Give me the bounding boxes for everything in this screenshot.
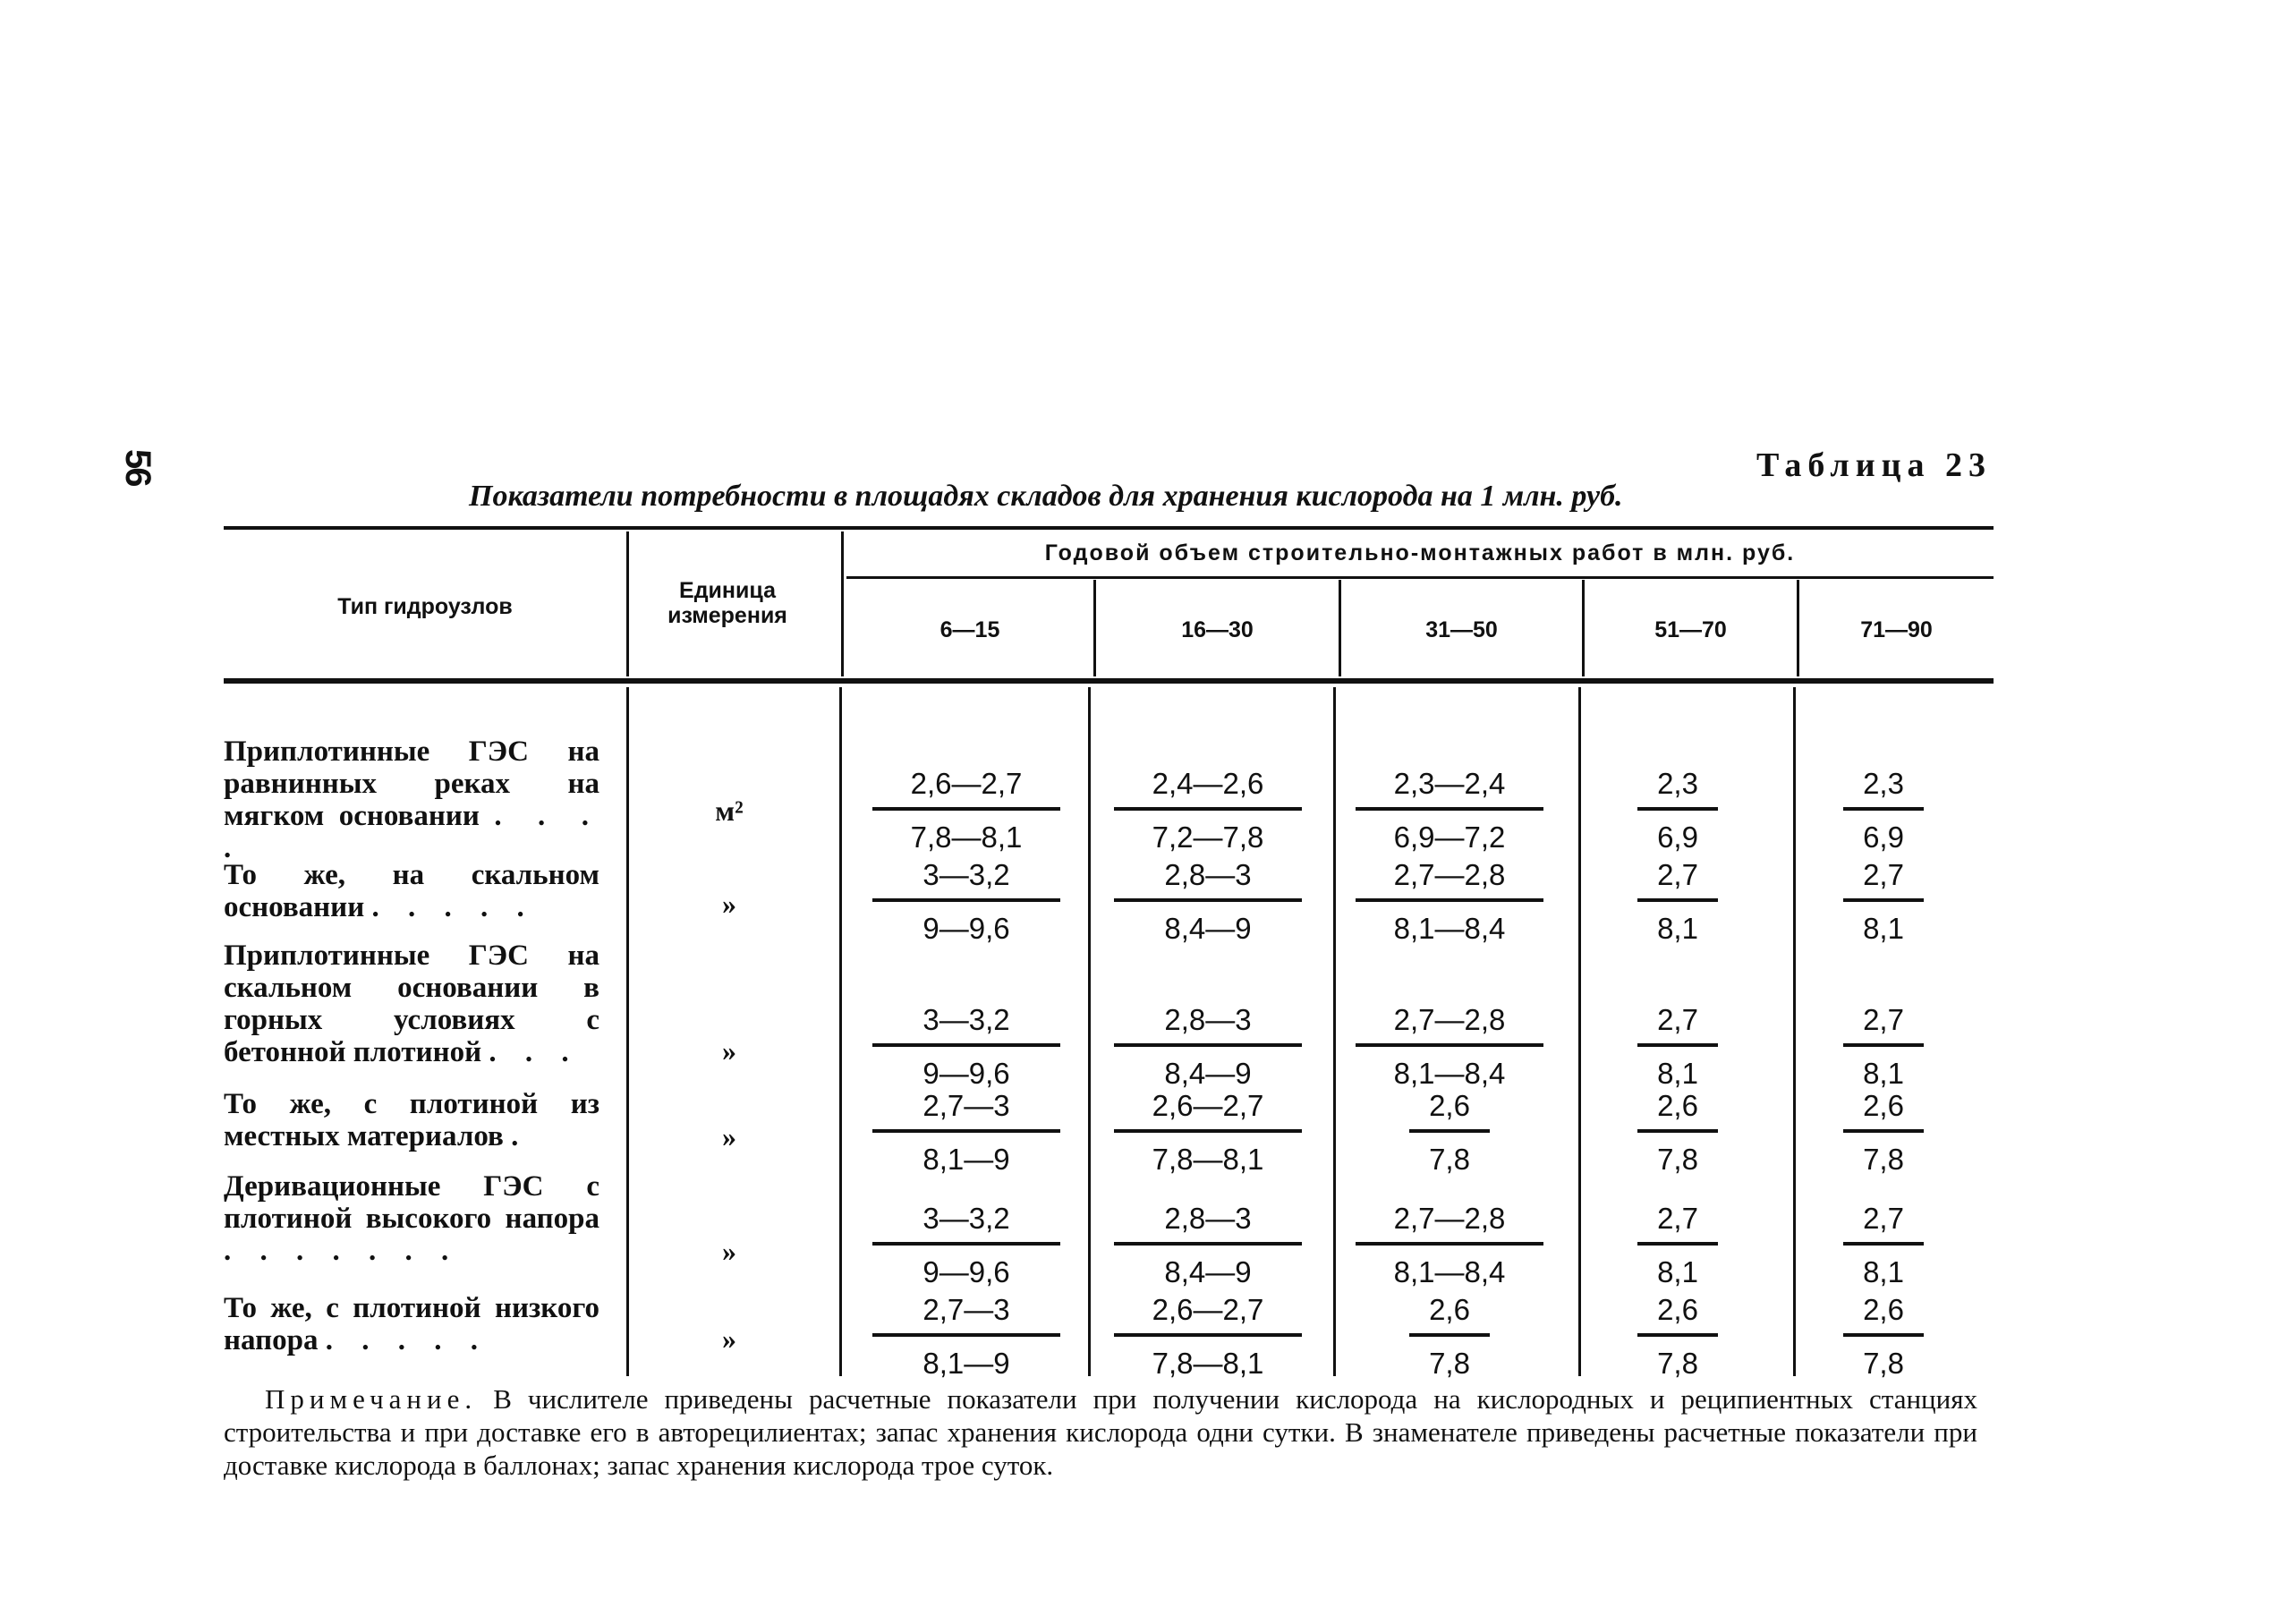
cell-fraction [868,1088,1065,1178]
fraction-bar [1356,898,1543,902]
fraction-bar [1637,1242,1718,1246]
cell-numerator: 2,6 [1863,1293,1904,1326]
cell-numerator: 2,7—3 [922,1293,1010,1326]
cell-denominator: 8,1 [1863,912,1904,945]
cell-denominator: 9—9,6 [922,1255,1010,1288]
row-label-text: Приплотинные ГЭС на равнинных реках на мягком основании [224,735,599,832]
row-label-dots: . . . . . [325,1324,489,1356]
cell-fraction [1351,1292,1548,1382]
cell-denominator: 8,1—8,4 [1393,1255,1506,1288]
cell-numerator: 2,7 [1657,1202,1698,1235]
cell-denominator: 7,8 [1863,1347,1904,1380]
row-label [224,1292,599,1356]
header-range-4: 51—70 [1654,617,1727,642]
cell-fraction [1351,1002,1548,1092]
fraction-bar [872,898,1060,902]
fraction-bar [872,1242,1060,1246]
cell-fraction [1611,1088,1745,1178]
cell-denominator: 9—9,6 [922,912,1010,945]
cell-numerator: 2,3 [1657,767,1698,800]
cell-denominator: 8,4—9 [1164,1057,1252,1090]
cell-denominator: 8,1 [1657,1057,1698,1090]
row-label-dots: . . . . . [371,891,535,923]
row-label-dots: . . . . . . . [224,1235,460,1267]
cell-fraction [1351,1088,1548,1178]
row-label [224,859,599,923]
cell-fraction [868,1292,1065,1382]
cell-fraction [1611,766,1745,855]
header-range-2: 16—30 [1181,617,1254,642]
cell-fraction [1351,857,1548,947]
cell-denominator: 7,8 [1429,1143,1470,1176]
header-range-5: 71—90 [1860,617,1933,642]
fraction-bar [1843,1043,1924,1047]
cell-fraction [1816,857,1951,947]
fraction-bar [872,1043,1060,1047]
row-unit: » [722,1322,736,1355]
cell-fraction [1816,1292,1951,1382]
row-label-dots: . . . . [224,800,600,864]
cell-fraction [1816,1002,1951,1092]
cell-denominator: 7,8 [1657,1347,1698,1380]
row-label-text: Деривационные ГЭС с плотиной высокого напора [224,1170,599,1235]
fraction-bar [1114,1043,1302,1047]
body-divider-2 [1333,687,1336,1376]
cell-numerator: 2,6 [1863,1089,1904,1122]
cell-fraction [1351,1201,1548,1290]
cell-denominator: 7,8 [1657,1143,1698,1176]
cell-denominator: 7,8 [1863,1143,1904,1176]
cell-fraction [1611,1292,1745,1382]
cell-numerator: 2,7—2,8 [1393,1003,1506,1036]
fraction-bar [872,1333,1060,1337]
fraction-bar [1637,1129,1718,1133]
cell-fraction [868,1201,1065,1290]
fraction-bar [1409,1129,1490,1133]
header-type-column: Тип гидроузлов [337,594,513,619]
note-text: В числителе приведены расчетные показатели при получении кислорода на кислородных и реципиентных станциях строительства и при доставке его в авторецилиентах; запас хранения кислорода одни сутки. В знаменателе приведены расчетные показатели при доставке кислорода в баллонах; запас хранения кислорода трое суток. [224,1383,1978,1481]
cell-numerator: 2,6—2,7 [1152,1089,1264,1122]
body-divider-1 [1088,687,1091,1376]
fraction-bar [1356,1043,1543,1047]
cell-denominator: 8,4—9 [1164,912,1252,945]
cell-denominator: 7,8—8,1 [1152,1347,1264,1380]
cell-fraction [1109,1088,1306,1178]
fraction-bar [1409,1333,1490,1337]
note-label: Примечание. [265,1383,478,1415]
row-label [224,735,599,864]
fraction-bar [1843,807,1924,811]
cell-denominator: 6,9—7,2 [1393,821,1506,854]
cell-denominator: 8,1 [1863,1255,1904,1288]
body-divider-3 [1578,687,1581,1376]
cell-numerator: 2,7 [1863,1003,1904,1036]
cell-fraction [1611,1201,1745,1290]
fraction-bar [872,1129,1060,1133]
cell-numerator: 2,8—3 [1164,1202,1252,1235]
cell-numerator: 2,6—2,7 [1152,1293,1264,1326]
header-range-1: 6—15 [939,617,1000,642]
row-label [224,1088,599,1152]
body-divider-4 [1793,687,1796,1376]
row-label-text: Приплотинные ГЭС на скальном основании в горных условиях с бетонной плотиной [224,940,599,1068]
cell-numerator: 2,7—2,8 [1393,1202,1506,1235]
cell-fraction [1109,766,1306,855]
fraction-bar [1356,1242,1543,1246]
cell-denominator: 7,2—7,8 [1152,821,1264,854]
fraction-bar [1114,1242,1302,1246]
fraction-bar [1843,1242,1924,1246]
header-group: Годовой объем строительно-монтажных работ в млн. руб. [1044,540,1796,565]
fraction-bar [1637,898,1718,902]
body-divider-type [626,687,629,1376]
cell-denominator: 8,1 [1657,912,1698,945]
cell-numerator: 2,7—3 [922,1089,1010,1122]
cell-denominator: 9—9,6 [922,1057,1010,1090]
cell-fraction [1109,1292,1306,1382]
cell-numerator: 2,6 [1657,1293,1698,1326]
table-note [224,1382,1977,1482]
top-rule [224,526,1994,530]
cell-numerator: 2,7 [1657,1003,1698,1036]
fraction-bar [1637,1333,1718,1337]
cell-numerator: 2,7—2,8 [1393,858,1506,891]
row-unit: » [722,1034,736,1067]
cell-fraction [1351,766,1548,855]
row-label-text: То же, с плотиной из местных материалов [224,1088,599,1152]
fraction-bar [1637,807,1718,811]
row-unit: » [722,888,736,920]
row-label-text: То же, с плотиной низкого напора [224,1292,599,1356]
fraction-bar [1114,807,1302,811]
cell-fraction [1611,1002,1745,1092]
cell-numerator: 2,6 [1429,1089,1470,1122]
fraction-bar [872,807,1060,811]
cell-numerator: 2,7 [1863,858,1904,891]
cell-numerator: 2,6 [1429,1293,1470,1326]
header-bottom-rule [224,678,1994,684]
cell-numerator: 2,3—2,4 [1393,767,1506,800]
cell-fraction [1109,1002,1306,1092]
cell-fraction [868,766,1065,855]
row-unit: » [722,1120,736,1152]
cell-denominator: 8,1—8,4 [1393,912,1506,945]
fraction-bar [1843,898,1924,902]
cell-denominator: 8,1 [1863,1057,1904,1090]
fraction-bar [1843,1333,1924,1337]
row-unit: м² [715,795,744,827]
cell-fraction [868,1002,1065,1092]
cell-numerator: 2,7 [1657,858,1698,891]
body-divider-unit [839,687,842,1376]
cell-numerator: 3—3,2 [922,1202,1010,1235]
cell-numerator: 2,3 [1863,767,1904,800]
cell-denominator: 8,4—9 [1164,1255,1252,1288]
cell-fraction [1109,857,1306,947]
cell-numerator: 3—3,2 [922,1003,1010,1036]
table-label: Таблица 23 [1756,446,1992,484]
fraction-bar [1356,807,1543,811]
fraction-bar [1114,1129,1302,1133]
cell-fraction [1611,857,1745,947]
cell-fraction [1816,766,1951,855]
cell-numerator: 2,7 [1863,1202,1904,1235]
cell-numerator: 2,4—2,6 [1152,767,1264,800]
row-label [224,1170,599,1267]
cell-fraction [868,857,1065,947]
cell-denominator: 8,1—8,4 [1393,1057,1506,1090]
row-label-dots: . [511,1120,530,1152]
fraction-bar [1114,898,1302,902]
fraction-bar [1843,1129,1924,1133]
cell-denominator: 8,1 [1657,1255,1698,1288]
fraction-bar [1114,1333,1302,1337]
cell-numerator: 3—3,2 [922,858,1010,891]
cell-fraction [1816,1201,1951,1290]
cell-fraction [1109,1201,1306,1290]
cell-denominator: 7,8 [1429,1347,1470,1380]
cell-denominator: 6,9 [1657,821,1698,854]
cell-numerator: 2,6—2,7 [910,767,1023,800]
header-divider-type [626,531,629,676]
page-number: 56 [118,449,157,486]
cell-denominator: 8,1—9 [922,1143,1010,1176]
cell-denominator: 6,9 [1863,821,1904,854]
cell-fraction [1816,1088,1951,1178]
row-label [224,940,599,1068]
row-label-dots: . . . [489,1036,580,1068]
cell-denominator: 7,8—8,1 [910,821,1023,854]
row-label-text: То же, на скальном основании [224,859,599,923]
cell-denominator: 7,8—8,1 [1152,1143,1264,1176]
header-range-3: 31—50 [1425,617,1498,642]
header-unit-column: Единица измерения [667,578,787,628]
table-title: Показатели потребности в площадях складов для хранения кислорода на 1 млн. руб. [469,480,1623,513]
row-unit: » [722,1235,736,1267]
cell-numerator: 2,8—3 [1164,1003,1252,1036]
cell-numerator: 2,8—3 [1164,858,1252,891]
cell-denominator: 8,1—9 [922,1347,1010,1380]
fraction-bar [1637,1043,1718,1047]
cell-numerator: 2,6 [1657,1089,1698,1122]
group-rule [846,576,1994,579]
header-divider-unit [841,531,844,676]
